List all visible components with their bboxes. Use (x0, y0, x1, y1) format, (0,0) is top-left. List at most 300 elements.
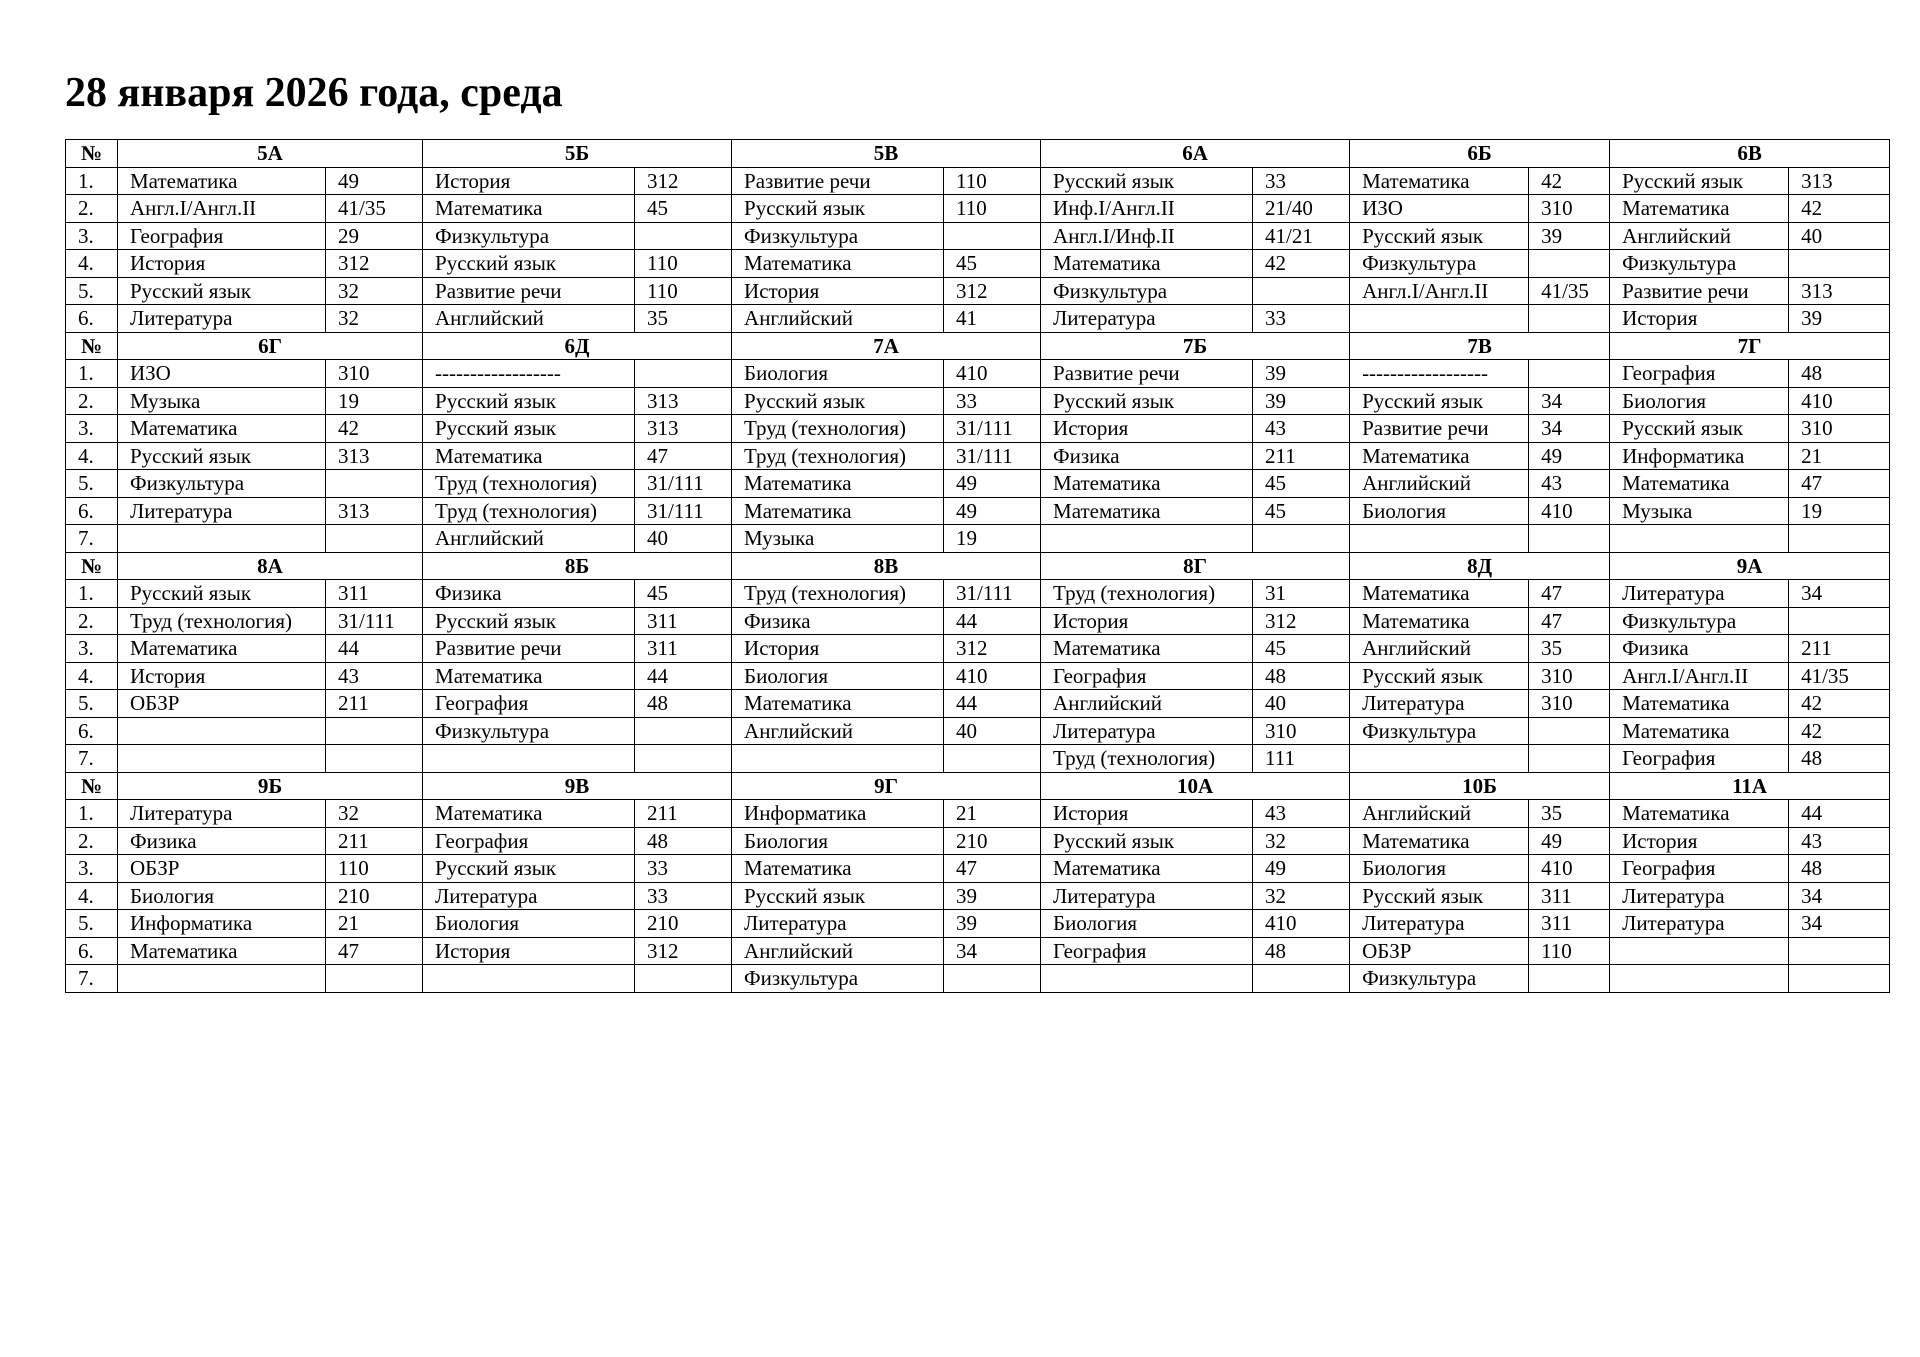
class-name-header: 8Б (423, 552, 732, 580)
subject-cell (423, 965, 635, 993)
lesson-number: 5. (66, 910, 118, 938)
subject-cell: Труд (технология) (423, 470, 635, 498)
subject-cell: Физика (423, 580, 635, 608)
subject-cell: Русский язык (1610, 167, 1789, 195)
room-cell: 32 (326, 277, 423, 305)
room-cell (1253, 277, 1350, 305)
class-name-header: 5В (732, 140, 1041, 168)
room-cell: 49 (944, 497, 1041, 525)
lesson-row (66, 250, 1890, 278)
room-cell: 45 (944, 250, 1041, 278)
subject-cell: Развитие речи (1350, 415, 1529, 443)
subject-cell: Русский язык (1041, 387, 1253, 415)
room-cell: 211 (326, 827, 423, 855)
class-name-header: 11А (1610, 772, 1890, 800)
subject-cell: История (1610, 827, 1789, 855)
lesson-number: 6. (66, 497, 118, 525)
room-cell (635, 965, 732, 993)
subject-cell: Русский язык (1041, 167, 1253, 195)
lesson-number: 7. (66, 525, 118, 553)
room-cell: 410 (1253, 910, 1350, 938)
lesson-row (66, 415, 1890, 443)
subject-cell: Русский язык (423, 607, 635, 635)
subject-cell (1041, 525, 1253, 553)
subject-cell: Физика (732, 607, 944, 635)
room-cell (1789, 525, 1890, 553)
lesson-row (66, 882, 1890, 910)
room-cell: 21 (326, 910, 423, 938)
room-cell: 410 (1529, 855, 1610, 883)
room-cell: 313 (326, 442, 423, 470)
subject-cell: Русский язык (118, 442, 326, 470)
room-cell: 42 (1529, 167, 1610, 195)
subject-cell (1041, 965, 1253, 993)
subject-cell: Русский язык (732, 387, 944, 415)
subject-cell: Английский (1350, 470, 1529, 498)
room-cell: 19 (326, 387, 423, 415)
room-cell: 41/35 (1789, 662, 1890, 690)
room-cell: 43 (1789, 827, 1890, 855)
room-cell: 44 (635, 662, 732, 690)
room-cell: 44 (1789, 800, 1890, 828)
room-cell: 311 (635, 635, 732, 663)
room-cell: 49 (326, 167, 423, 195)
room-cell: 313 (326, 497, 423, 525)
class-name-header: 10Б (1350, 772, 1610, 800)
room-cell: 48 (1789, 360, 1890, 388)
subject-cell: Биология (1610, 387, 1789, 415)
subject-cell: Информатика (1610, 442, 1789, 470)
room-cell: 34 (1529, 415, 1610, 443)
room-cell: 49 (1253, 855, 1350, 883)
subject-cell: Литература (1041, 717, 1253, 745)
room-cell: 310 (1529, 662, 1610, 690)
lesson-row (66, 497, 1890, 525)
subject-cell: Физкультура (423, 222, 635, 250)
subject-cell: Математика (423, 195, 635, 223)
subject-cell: Музыка (1610, 497, 1789, 525)
room-cell: 49 (1529, 827, 1610, 855)
lesson-number: 1. (66, 360, 118, 388)
room-cell: 110 (1529, 937, 1610, 965)
room-cell: 33 (1253, 167, 1350, 195)
room-cell: 210 (944, 827, 1041, 855)
room-cell (326, 745, 423, 773)
subject-cell: География (1610, 855, 1789, 883)
subject-cell (1610, 937, 1789, 965)
number-header: № (66, 332, 118, 360)
subject-cell: Русский язык (118, 580, 326, 608)
lesson-number: 1. (66, 167, 118, 195)
room-cell: 45 (635, 580, 732, 608)
subject-cell: Математика (1041, 497, 1253, 525)
room-cell: 34 (1789, 882, 1890, 910)
lesson-row (66, 580, 1890, 608)
lesson-row (66, 690, 1890, 718)
room-cell: 41 (944, 305, 1041, 333)
room-cell: 211 (326, 690, 423, 718)
room-cell: 29 (326, 222, 423, 250)
room-cell: 32 (1253, 827, 1350, 855)
subject-cell (118, 745, 326, 773)
subject-cell: Английский (1610, 222, 1789, 250)
room-cell: 42 (1789, 717, 1890, 745)
room-cell: 41/21 (1253, 222, 1350, 250)
lesson-row (66, 442, 1890, 470)
class-name-header: 7Г (1610, 332, 1890, 360)
room-cell: 48 (1789, 745, 1890, 773)
class-name-header: 9Б (118, 772, 423, 800)
room-cell: 39 (1529, 222, 1610, 250)
room-cell: 410 (1529, 497, 1610, 525)
room-cell: 47 (1789, 470, 1890, 498)
lesson-number: 2. (66, 387, 118, 415)
subject-cell: Англ.I/Инф.II (1041, 222, 1253, 250)
subject-cell: Биология (1350, 855, 1529, 883)
subject-cell: Биология (1350, 497, 1529, 525)
subject-cell: Биология (118, 882, 326, 910)
class-name-header: 7А (732, 332, 1041, 360)
class-name-header: 8Д (1350, 552, 1610, 580)
subject-cell: История (423, 167, 635, 195)
room-cell: 44 (326, 635, 423, 663)
room-cell: 44 (944, 690, 1041, 718)
subject-cell: Литература (1610, 882, 1789, 910)
room-cell (1529, 525, 1610, 553)
lesson-row (66, 635, 1890, 663)
subject-cell: Биология (423, 910, 635, 938)
lesson-row (66, 222, 1890, 250)
room-cell (1253, 965, 1350, 993)
subject-cell: Труд (технология) (1041, 745, 1253, 773)
room-cell: 32 (326, 800, 423, 828)
lesson-number: 3. (66, 635, 118, 663)
subject-cell: Литература (1350, 910, 1529, 938)
room-cell: 313 (1789, 277, 1890, 305)
room-cell: 40 (1789, 222, 1890, 250)
room-cell: 47 (1529, 580, 1610, 608)
room-cell: 48 (1253, 662, 1350, 690)
room-cell: 211 (635, 800, 732, 828)
subject-cell: Математика (118, 415, 326, 443)
lesson-row (66, 525, 1890, 553)
room-cell: 49 (1529, 442, 1610, 470)
subject-cell: Физкультура (1350, 717, 1529, 745)
subject-cell: Физика (118, 827, 326, 855)
subject-cell: География (1610, 360, 1789, 388)
subject-cell: Математика (1350, 167, 1529, 195)
subject-cell: Развитие речи (1610, 277, 1789, 305)
room-cell: 210 (635, 910, 732, 938)
room-cell (1789, 937, 1890, 965)
page-title: 28 января 2026 года, среда (65, 70, 563, 116)
lesson-number: 6. (66, 937, 118, 965)
subject-cell: Русский язык (423, 250, 635, 278)
subject-cell: История (118, 250, 326, 278)
lesson-row (66, 470, 1890, 498)
subject-cell: Математика (423, 442, 635, 470)
lesson-row (66, 827, 1890, 855)
room-cell: 21 (944, 800, 1041, 828)
class-header-row (66, 332, 1890, 360)
room-cell: 42 (1253, 250, 1350, 278)
lesson-number: 4. (66, 882, 118, 910)
room-cell (1529, 745, 1610, 773)
lesson-number: 4. (66, 662, 118, 690)
room-cell: 45 (1253, 470, 1350, 498)
room-cell: 110 (944, 167, 1041, 195)
room-cell: 34 (1789, 910, 1890, 938)
room-cell: 40 (944, 717, 1041, 745)
subject-cell: Английский (423, 525, 635, 553)
room-cell: 39 (1253, 360, 1350, 388)
room-cell: 310 (326, 360, 423, 388)
room-cell (1789, 607, 1890, 635)
room-cell: 32 (326, 305, 423, 333)
lesson-row (66, 277, 1890, 305)
class-header-row (66, 552, 1890, 580)
lesson-number: 3. (66, 222, 118, 250)
room-cell: 110 (635, 250, 732, 278)
subject-cell: Труд (технология) (1041, 580, 1253, 608)
class-name-header: 6А (1041, 140, 1350, 168)
room-cell: 40 (1253, 690, 1350, 718)
subject-cell: Развитие речи (1041, 360, 1253, 388)
lesson-number: 6. (66, 717, 118, 745)
lesson-number: 4. (66, 442, 118, 470)
subject-cell: Развитие речи (732, 167, 944, 195)
subject-cell: Английский (732, 717, 944, 745)
subject-cell: ------------------ (423, 360, 635, 388)
subject-cell: Информатика (118, 910, 326, 938)
lesson-number: 1. (66, 800, 118, 828)
subject-cell: Математика (732, 470, 944, 498)
room-cell: 312 (635, 937, 732, 965)
room-cell: 35 (1529, 800, 1610, 828)
room-cell: 33 (944, 387, 1041, 415)
room-cell: 311 (1529, 910, 1610, 938)
room-cell (635, 745, 732, 773)
room-cell (1529, 965, 1610, 993)
room-cell (326, 717, 423, 745)
subject-cell: Математика (1610, 717, 1789, 745)
room-cell: 19 (944, 525, 1041, 553)
subject-cell: Математика (118, 167, 326, 195)
class-name-header: 8А (118, 552, 423, 580)
room-cell (1529, 360, 1610, 388)
room-cell: 32 (1253, 882, 1350, 910)
room-cell: 45 (1253, 497, 1350, 525)
lesson-row (66, 937, 1890, 965)
class-name-header: 6Д (423, 332, 732, 360)
subject-cell: Математика (1350, 580, 1529, 608)
lesson-number: 1. (66, 580, 118, 608)
subject-cell (423, 745, 635, 773)
room-cell (1253, 525, 1350, 553)
subject-cell: Труд (технология) (732, 580, 944, 608)
room-cell: 312 (326, 250, 423, 278)
room-cell: 31/111 (944, 442, 1041, 470)
room-cell: 43 (326, 662, 423, 690)
subject-cell: Русский язык (423, 855, 635, 883)
subject-cell: Английский (1350, 800, 1529, 828)
subject-cell: Литература (1610, 910, 1789, 938)
subject-cell: Русский язык (1610, 415, 1789, 443)
room-cell: 410 (944, 662, 1041, 690)
subject-cell (118, 965, 326, 993)
subject-cell: Физкультура (1610, 250, 1789, 278)
class-name-header: 8В (732, 552, 1041, 580)
subject-cell: Литература (118, 497, 326, 525)
room-cell: 313 (635, 415, 732, 443)
subject-cell: История (732, 277, 944, 305)
subject-cell: Музыка (732, 525, 944, 553)
lesson-row (66, 800, 1890, 828)
lesson-number: 7. (66, 745, 118, 773)
room-cell: 31 (1253, 580, 1350, 608)
subject-cell: География (1610, 745, 1789, 773)
room-cell: 48 (1789, 855, 1890, 883)
room-cell: 31/111 (635, 497, 732, 525)
schedule-table (65, 139, 1890, 993)
subject-cell: Математика (1041, 470, 1253, 498)
subject-cell: География (423, 690, 635, 718)
room-cell: 39 (1253, 387, 1350, 415)
subject-cell: Развитие речи (423, 635, 635, 663)
subject-cell: Биология (732, 662, 944, 690)
subject-cell: Физкультура (732, 222, 944, 250)
lesson-number: 5. (66, 277, 118, 305)
room-cell (1529, 717, 1610, 745)
class-name-header: 5Б (423, 140, 732, 168)
room-cell (944, 745, 1041, 773)
room-cell: 47 (944, 855, 1041, 883)
subject-cell (1610, 965, 1789, 993)
room-cell: 33 (635, 882, 732, 910)
lesson-row (66, 855, 1890, 883)
room-cell (1789, 250, 1890, 278)
room-cell: 312 (1253, 607, 1350, 635)
subject-cell: Математика (118, 635, 326, 663)
room-cell: 42 (1789, 195, 1890, 223)
room-cell: 310 (1789, 415, 1890, 443)
subject-cell: Математика (1610, 800, 1789, 828)
room-cell (635, 222, 732, 250)
room-cell: 47 (1529, 607, 1610, 635)
room-cell: 31/111 (944, 415, 1041, 443)
subject-cell: Математика (1350, 827, 1529, 855)
room-cell: 40 (635, 525, 732, 553)
subject-cell: Литература (732, 910, 944, 938)
number-header: № (66, 140, 118, 168)
subject-cell: Труд (технология) (118, 607, 326, 635)
lesson-number: 3. (66, 415, 118, 443)
subject-cell: Английский (1350, 635, 1529, 663)
room-cell: 310 (1253, 717, 1350, 745)
room-cell: 312 (944, 635, 1041, 663)
subject-cell: Информатика (732, 800, 944, 828)
subject-cell: Литература (423, 882, 635, 910)
class-name-header: 6В (1610, 140, 1890, 168)
subject-cell: Математика (1041, 855, 1253, 883)
room-cell: 19 (1789, 497, 1890, 525)
room-cell (635, 717, 732, 745)
class-name-header: 10А (1041, 772, 1350, 800)
lesson-row (66, 910, 1890, 938)
room-cell: 311 (1529, 882, 1610, 910)
subject-cell: История (1041, 800, 1253, 828)
subject-cell: История (732, 635, 944, 663)
subject-cell: Физкультура (1350, 965, 1529, 993)
room-cell: 31/111 (326, 607, 423, 635)
subject-cell: Труд (технология) (732, 442, 944, 470)
subject-cell: ОБЗР (118, 855, 326, 883)
room-cell: 311 (326, 580, 423, 608)
room-cell: 43 (1253, 800, 1350, 828)
subject-cell: Труд (технология) (732, 415, 944, 443)
subject-cell: Англ.I/Англ.II (1350, 277, 1529, 305)
lesson-number: 6. (66, 305, 118, 333)
subject-cell: Литература (1041, 305, 1253, 333)
room-cell (326, 525, 423, 553)
class-name-header: 5А (118, 140, 423, 168)
room-cell: 34 (1789, 580, 1890, 608)
lesson-number: 5. (66, 690, 118, 718)
subject-cell: География (1041, 937, 1253, 965)
room-cell: 31/111 (944, 580, 1041, 608)
lesson-row (66, 717, 1890, 745)
lesson-row (66, 662, 1890, 690)
subject-cell: Физкультура (1610, 607, 1789, 635)
lesson-number: 5. (66, 470, 118, 498)
room-cell: 313 (635, 387, 732, 415)
subject-cell: Русский язык (1350, 222, 1529, 250)
subject-cell: Физкультура (118, 470, 326, 498)
subject-cell: Математика (1610, 470, 1789, 498)
room-cell: 31/111 (635, 470, 732, 498)
subject-cell: ОБЗР (118, 690, 326, 718)
room-cell (1789, 965, 1890, 993)
subject-cell: Математика (1350, 607, 1529, 635)
room-cell: 211 (1789, 635, 1890, 663)
room-cell (635, 360, 732, 388)
room-cell: 42 (1789, 690, 1890, 718)
lesson-number: 2. (66, 827, 118, 855)
lesson-row (66, 167, 1890, 195)
subject-cell: Физкультура (1350, 250, 1529, 278)
class-name-header: 7Б (1041, 332, 1350, 360)
subject-cell (118, 525, 326, 553)
room-cell: 41/35 (1529, 277, 1610, 305)
room-cell: 313 (1789, 167, 1890, 195)
subject-cell: Русский язык (732, 195, 944, 223)
subject-cell: Математика (732, 690, 944, 718)
subject-cell: ИЗО (118, 360, 326, 388)
subject-cell (1350, 745, 1529, 773)
subject-cell: История (1610, 305, 1789, 333)
subject-cell: Литература (1041, 882, 1253, 910)
subject-cell: Математика (732, 855, 944, 883)
lesson-number: 2. (66, 607, 118, 635)
subject-cell: Русский язык (1350, 387, 1529, 415)
subject-cell: Англ.I/Англ.II (1610, 662, 1789, 690)
room-cell (944, 965, 1041, 993)
subject-cell (1350, 525, 1529, 553)
subject-cell: Литература (118, 800, 326, 828)
room-cell: 41/35 (326, 195, 423, 223)
subject-cell: Математика (1041, 635, 1253, 663)
subject-cell: География (1041, 662, 1253, 690)
